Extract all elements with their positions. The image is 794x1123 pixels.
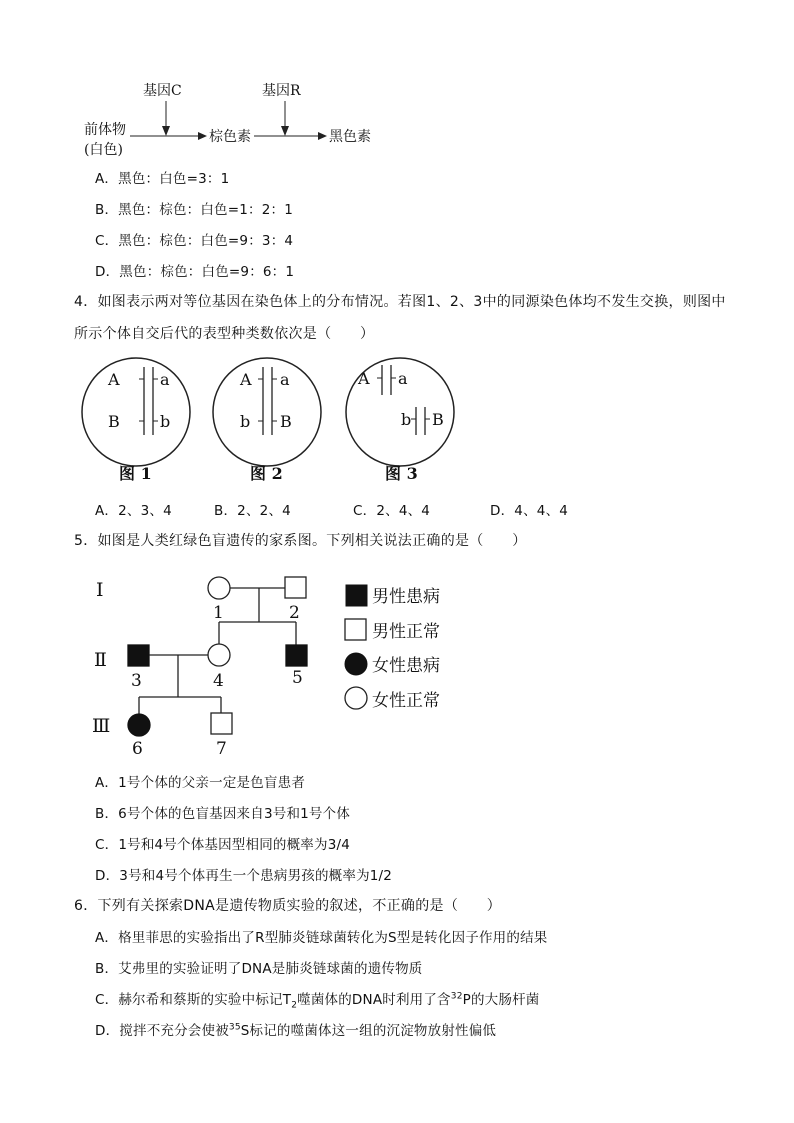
svg-text:b: b [401, 410, 412, 429]
pedigree-chart [0, 560, 794, 765]
individual-7-normal-male [211, 713, 232, 734]
svg-text:2: 2 [289, 603, 300, 623]
pigment-pathway-diagram [0, 0, 794, 165]
svg-text:a: a [398, 369, 408, 388]
figure-2 [213, 358, 321, 483]
svg-text:1: 1 [213, 603, 224, 623]
q6-option-c: C．赫尔希和蔡斯的实验中标记$T_2$噬菌体的DNA时利用了含$^{32}$P的大肠杆菌 [95, 991, 540, 1011]
q3-option-a: A．黑色：白色=3：1 [95, 171, 230, 187]
svg-text:A: A [240, 370, 252, 389]
q4-stem-line1: 4．如图表示两对等位基因在染色体上的分布情况。若图1、2、3中的同源染色体均不发生交换，则图中 [74, 294, 726, 310]
svg-text:b: b [240, 412, 251, 431]
q3-option-b: B．黑色：棕色：白色=1：2：1 [95, 202, 294, 218]
individual-2-normal-male [285, 577, 306, 598]
individual-1-normal-female [208, 577, 230, 599]
svg-text:a: a [280, 370, 290, 389]
figure-1 [82, 358, 190, 483]
q5-stem: 5．如图是人类红绿色盲遗传的家系图。下列相关说法正确的是（ ） [74, 533, 527, 549]
precursor-note: (白色) [84, 142, 123, 158]
svg-text:男性正常: 男性正常 [372, 622, 440, 642]
svg-text:5: 5 [292, 668, 303, 688]
legend-affected-female-symbol [345, 653, 367, 675]
generation-1-label: Ⅰ [96, 579, 104, 601]
individual-5-affected-male [286, 645, 307, 666]
svg-text:4: 4 [213, 671, 224, 691]
precursor-label: 前体物 [84, 122, 126, 138]
q4-option-b: B．2、2、4 [214, 503, 291, 519]
figure-1-caption: 图 1 [119, 464, 152, 483]
q6-option-d: D．搅拌不充分会使被$^{35}$S标记的噬菌体这一组的沉淀物放射性偏低 [95, 1022, 497, 1039]
svg-text:B: B [108, 412, 120, 431]
individual-4-normal-female [208, 644, 230, 666]
gene-r-label: 基因R [262, 83, 301, 99]
svg-text:7: 7 [216, 739, 227, 759]
q6-option-a: A．格里菲思的实验指出了R型肺炎链球菌转化为S型是转化因子作用的结果 [95, 930, 548, 946]
brown-pigment-label: 棕色素 [209, 129, 251, 145]
generation-2-label: Ⅱ [94, 649, 107, 671]
q4-option-c: C．2、4、4 [353, 503, 431, 519]
q4-stem-line2: 所示个体自交后代的表型种类数依次是（ ） [74, 326, 375, 342]
pedigree-legend [345, 585, 440, 711]
svg-text:B: B [280, 412, 292, 431]
figure-3-caption: 图 3 [385, 464, 418, 483]
svg-text:A: A [108, 370, 120, 389]
q6-option-b: B．艾弗里的实验证明了DNA是肺炎链球菌的遗传物质 [95, 961, 423, 977]
svg-text:b: b [160, 412, 171, 431]
legend-normal-male-symbol [345, 619, 366, 640]
gene-c-label: 基因C [143, 83, 182, 99]
q6-stem: 6．下列有关探索DNA是遗传物质实验的叙述，不正确的是（ ） [74, 898, 502, 914]
black-pigment-label: 黑色素 [329, 129, 371, 145]
svg-text:B: B [432, 410, 444, 429]
individual-3-affected-male [128, 645, 149, 666]
q5-option-a: A．1号个体的父亲一定是色盲患者 [95, 775, 306, 791]
q3-option-d: D．黑色：棕色：白色=9：6：1 [95, 264, 295, 280]
svg-text:A: A [358, 369, 370, 388]
q4-option-d: D．4、4、4 [490, 503, 569, 519]
svg-text:a: a [160, 370, 170, 389]
q5-option-d: D．3号和4号个体再生一个患病男孩的概率为1/2 [95, 868, 393, 884]
legend-normal-female-symbol [345, 687, 367, 709]
individual-6-affected-female [128, 714, 150, 736]
figure-3 [346, 358, 454, 483]
svg-text:女性患病: 女性患病 [372, 656, 440, 676]
q4-option-a: A．2、3、4 [95, 503, 172, 519]
svg-text:男性患病: 男性患病 [372, 587, 440, 607]
generation-3-label: Ⅲ [92, 715, 111, 737]
svg-text:女性正常: 女性正常 [372, 691, 440, 711]
q5-option-c: C．1号和4号个体基因型相同的概率为3/4 [95, 837, 351, 853]
q3-option-c: C．黑色：棕色：白色=9：3：4 [95, 233, 294, 249]
chromosome-figures [0, 355, 794, 490]
figure-2-caption: 图 2 [250, 464, 283, 483]
svg-text:6: 6 [132, 739, 143, 759]
svg-text:3: 3 [131, 671, 142, 691]
q5-option-b: B．6号个体的色盲基因来自3号和1号个体 [95, 806, 351, 822]
legend-affected-male-symbol [346, 585, 367, 606]
